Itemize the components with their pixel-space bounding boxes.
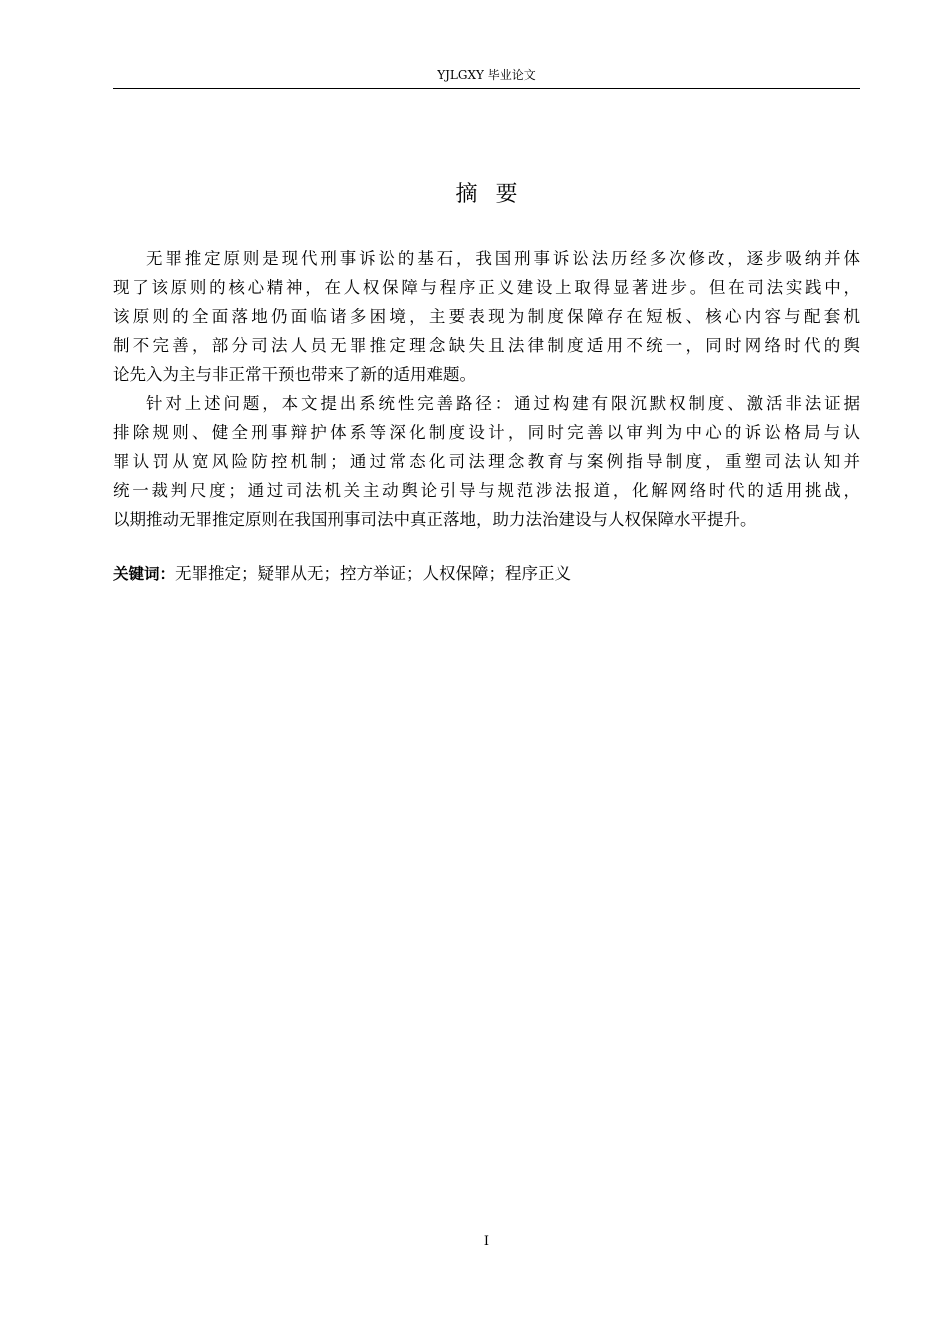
abstract-paragraph-1 [113,244,860,389]
page-number: I [483,1234,490,1249]
abstract-line: 排除规则、健全刑事辩护体系等深化制度设计，同时完善以审判为中心的诉讼格局与认 [113,423,860,442]
abstract-line: 现了该原则的核心精神，在人权保障与程序正义建设上取得显著进步。但在司法实践中， [113,278,860,297]
abstract-line: 以期推动无罪推定原则在我国刑事司法中真正落地，助力法治建设与人权保障水平提升。 [113,510,757,529]
abstract-line: 统一裁判尺度；通过司法机关主动舆论引导与规范涉法报道，化解网络时代的适用挑战， [113,481,860,500]
abstract-line: 无罪推定原则是现代刑事诉讼的基石，我国刑事诉讼法历经多次修改，逐步吸纳并体 [146,249,860,268]
keywords [113,559,860,589]
keywords-label: 关键词： [113,565,176,583]
abstract-title: 摘要 [455,182,536,207]
abstract-body [113,244,860,534]
keywords-value: 无罪推定；疑罪从无；控方举证；人权保障；程序正义 [175,564,572,583]
abstract-line: 论先入为主与非正常干预也带来了新的适用难题。 [113,365,476,384]
abstract-line: 制不完善，部分司法人员无罪推定理念缺失且法律制度适用不统一，同时网络时代的舆 [113,336,860,355]
abstract-line: 罪认罚从宽风险防控机制；通过常态化司法理念教育与案例指导制度，重塑司法认知并 [113,452,860,471]
abstract-line: 针对上述问题，本文提出系统性完善路径：通过构建有限沉默权制度、激活非法证据 [146,394,860,413]
page-header: YJLGXY 毕业论文 [437,68,536,82]
header-divider [113,88,860,89]
abstract-line: 该原则的全面落地仍面临诸多困境，主要表现为制度保障存在短板、核心内容与配套机 [113,307,860,326]
abstract-paragraph-2 [113,389,860,534]
